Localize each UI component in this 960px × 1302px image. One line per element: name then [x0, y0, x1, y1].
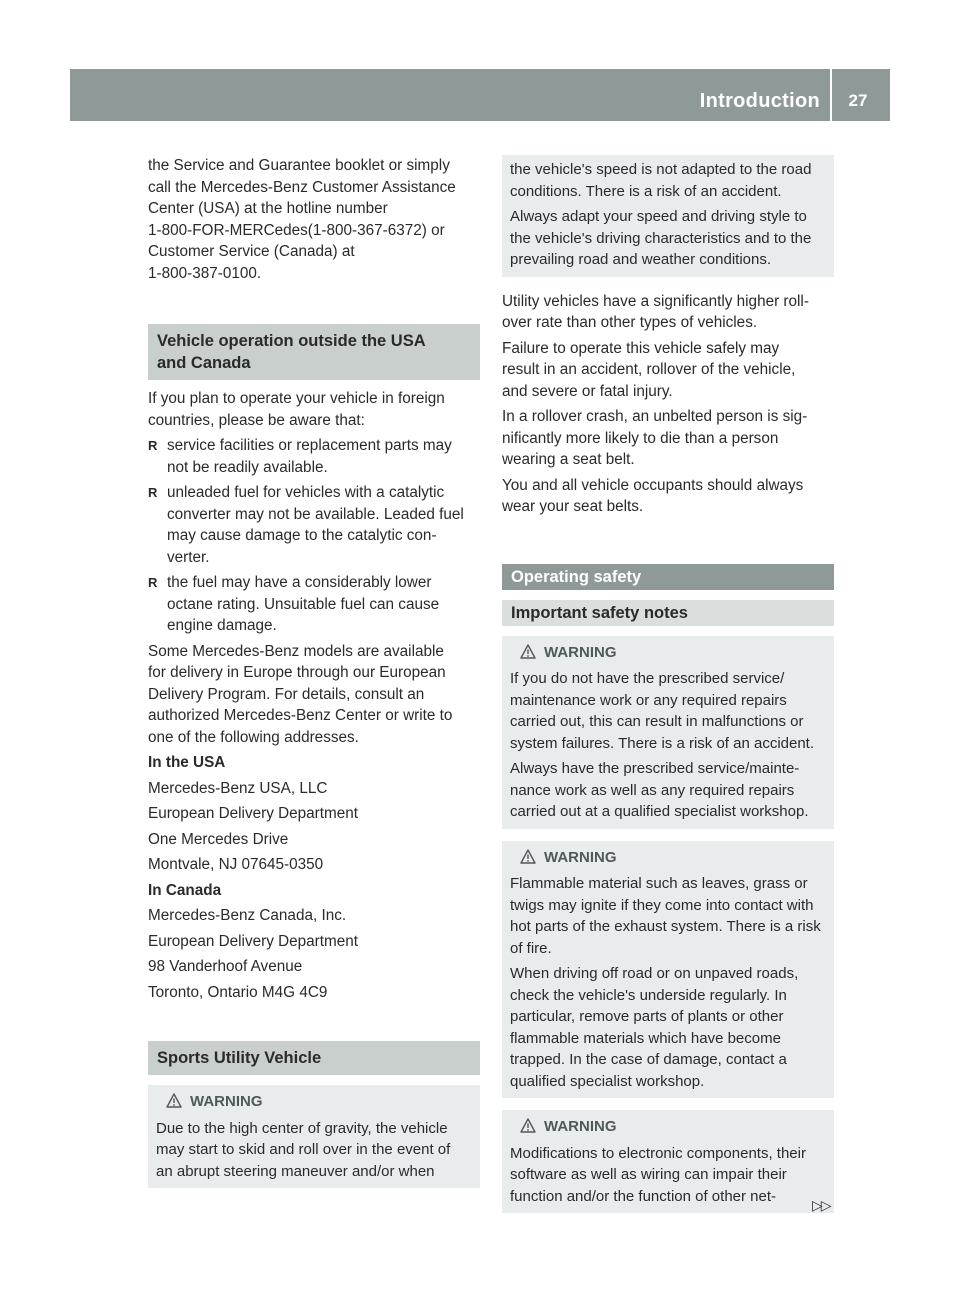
bullet-text: service facilities or replacement parts may not be readily available.: [167, 437, 452, 476]
flammable-warning-box: [502, 841, 834, 1099]
rollover-paragraph: Utility vehicles have a significantly higher roll- over rate than other types of vehicles.: [502, 292, 809, 331]
warning-text: When driving off road or on unpaved roads, check the vehicle's underside regularly. In particular, remove parts of plants or other flammable materials which have become trapped. In the case of damage, contact a qualified specialist workshop.: [510, 965, 799, 1090]
list-item: [148, 482, 480, 568]
address-line: European Delivery Department: [148, 932, 359, 950]
rollover-paragraph: Failure to operate this vehicle safely may result in an accident, rollover of the vehicle, and severe or fatal injury.: [502, 339, 796, 400]
address-line: One Mercedes Drive: [148, 830, 289, 848]
address-line: Mercedes-Benz Canada, Inc.: [148, 907, 347, 924]
warning-text: Always have the prescribed service/mainte- nance work as well as any required repairs carried out at a qualified specialist workshop.: [510, 760, 809, 820]
suv-warning-box: [148, 1085, 480, 1188]
bullet-text: unleaded fuel for vehicles with a catalytic converter may not be available. Leaded fuel may cause damage to the catalytic con- verter.: [167, 484, 464, 566]
bullet-marker: R: [148, 438, 158, 453]
usa-heading: In the USA: [148, 754, 226, 771]
warning-text: the vehicle's speed is not adapted to the road conditions. There is a risk of an accident.: [510, 161, 812, 200]
warning-text: Always adapt your speed and driving style to the vehicle's driving characteristics and to the prevailing road and weather conditions.: [510, 208, 812, 268]
subsection-heading-important-notes: Important safety notes: [502, 600, 834, 626]
list-item: [148, 435, 480, 478]
page-header: [70, 69, 890, 121]
section-heading-operating-safety: Operating safety: [502, 564, 834, 590]
warning-triangle-icon: [520, 1118, 536, 1140]
chapter-title: Introduction: [699, 90, 820, 112]
section-heading-suv: Sports Utility Vehicle: [148, 1041, 480, 1075]
rollover-paragraph: In a rollover crash, an unbelted person is sig- nificantly more likely to die than a person wearing a seat belt.: [502, 408, 808, 468]
address-line: Mercedes-Benz USA, LLC: [148, 779, 328, 797]
warning-triangle-icon: [520, 644, 536, 666]
address-line: Toronto, Ontario M4G 4C9: [148, 983, 328, 1001]
warning-text: Flammable material such as leaves, grass or twigs may ignite if they come into contact with hot parts of the exhaust system. There is a risk of fire.: [510, 875, 821, 957]
bullet-marker: R: [148, 485, 158, 500]
modification-warning-box: [502, 1110, 834, 1213]
address-line: 98 Vanderhoof Avenue: [148, 958, 303, 975]
canada-heading: In Canada: [148, 881, 222, 899]
usa-address: [148, 778, 480, 876]
address-line: Montvale, NJ 07645-0350: [148, 856, 324, 873]
warning-triangle-icon: [520, 849, 536, 871]
delivery-paragraph: Some Mercedes-Benz models are available for delivery in Europe through our European Delivery Program. For details, consult an authorized Mercedes-Benz Center or write to one of the following addresses.: [148, 642, 453, 746]
warning-header: [510, 1116, 826, 1140]
right-column: [502, 155, 834, 1213]
warning-label: WARNING: [190, 1093, 263, 1110]
warning-triangle-icon: [166, 1093, 182, 1115]
warning-text: Due to the high center of gravity, the vehicle may start to skid and roll over in the event of an abrupt steering maneuver and/or when: [156, 1119, 451, 1180]
bullet-text: the fuel may have a considerably lower octane rating. Unsuitable fuel can cause engine damage.: [167, 574, 440, 634]
warning-header: [156, 1091, 472, 1115]
suv-warning-continued-box: [502, 155, 834, 277]
left-column: [148, 155, 480, 1188]
warning-label: WARNING: [544, 848, 617, 866]
warning-label: WARNING: [544, 643, 617, 661]
warning-label: WARNING: [544, 1118, 617, 1135]
service-warning-box: [502, 636, 834, 829]
page-number: 27: [848, 91, 868, 110]
outside-usa-bullets: [148, 435, 480, 637]
continued-arrow-icon: ▷▷: [812, 1197, 830, 1213]
list-item: [148, 572, 480, 637]
warning-text: Modifications to electronic components, their software as well as wiring can impair their function and/or the function of other net-: [510, 1144, 806, 1205]
intro-paragraph: the Service and Guarantee booklet or simply call the Mercedes-Benz Customer Assistance Center (USA) at the hotline number 1-800-FOR-MERCedes(1-800-367-6372) or Customer Service (Canada) at 1-800-387-0100.: [148, 157, 456, 282]
warning-text: If you do not have the prescribed service/ maintenance work or any required repairs carried out, this can result in malfunctions or system failures. There is a risk of an accident.: [510, 670, 815, 752]
section-heading-outside-usa: Vehicle operation outside the USA and Canada: [148, 324, 480, 380]
warning-header: [510, 642, 826, 666]
canada-address: [148, 905, 480, 1003]
bullet-marker: R: [148, 575, 158, 590]
outside-usa-intro: If you plan to operate your vehicle in foreign countries, please be aware that:: [148, 390, 445, 429]
rollover-paragraph: You and all vehicle occupants should always wear your seat belts.: [502, 476, 804, 515]
warning-header: [510, 847, 826, 871]
header-divider: [830, 69, 832, 121]
address-line: European Delivery Department: [148, 805, 359, 822]
